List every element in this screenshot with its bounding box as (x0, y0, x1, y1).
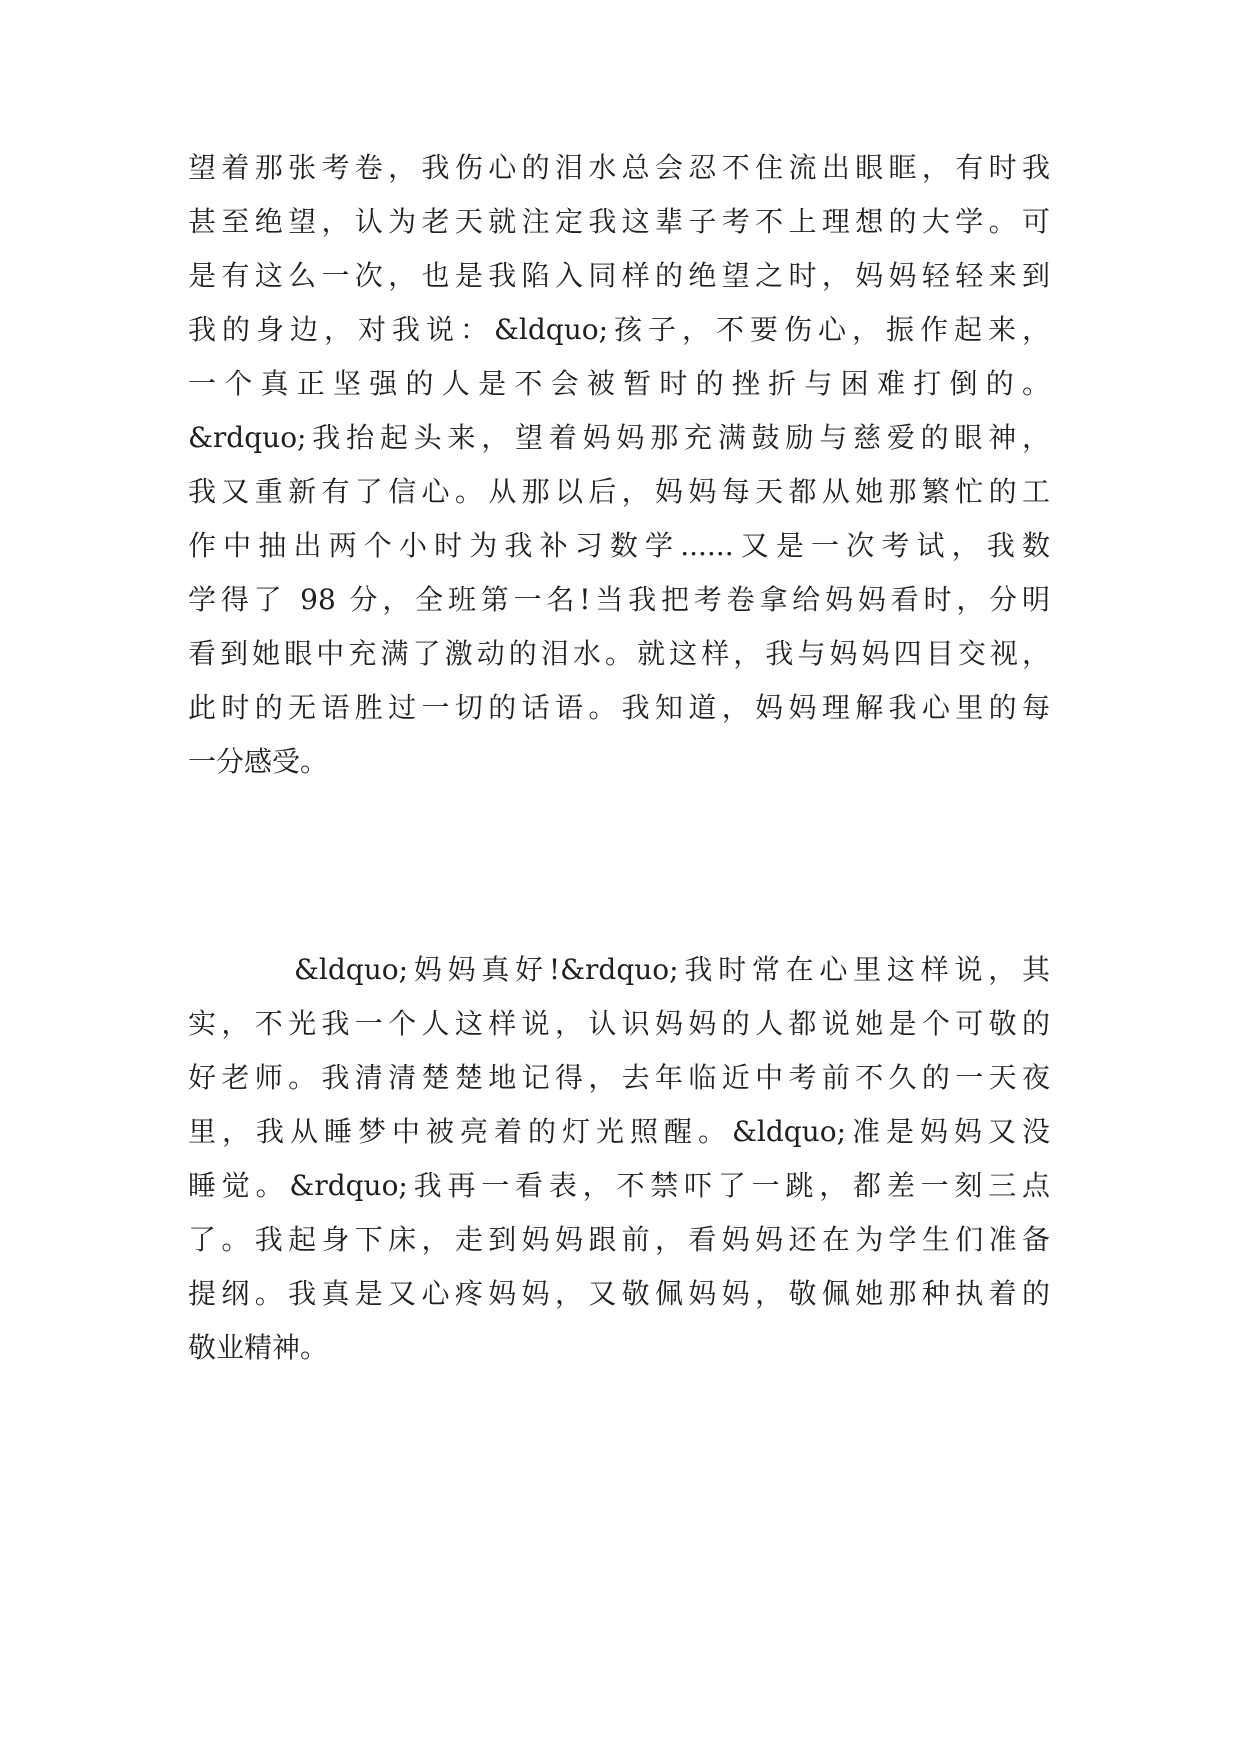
text-line: &ldquo;妈妈真好!&rdquo;我时常在心里这样说，其 (294, 953, 1050, 986)
text-line: 此时的无语胜过一切的话语。我知道，妈妈理解我心里的每 (188, 691, 1050, 724)
text-line: 睡觉。&rdquo;我再一看表，不禁吓了一跳，都差一刻三点 (188, 1169, 1050, 1202)
text-line: 实，不光我一个人这样说，认识妈妈的人都说她是个可敬的 (188, 1007, 1050, 1040)
text-line: &rdquo;我抬起头来，望着妈妈那充满鼓励与慈爱的眼神， (188, 421, 1050, 454)
text-line: 一分感受。 (188, 745, 329, 778)
text-line: 学得了 98 分，全班第一名!当我把考卷拿给妈妈看时，分明 (188, 583, 1050, 616)
text-line: 是有这么一次，也是我陷入同样的绝望之时，妈妈轻轻来到 (188, 259, 1050, 292)
text-line: 看到她眼中充满了激动的泪水。就这样，我与妈妈四目交视， (188, 637, 1050, 670)
text-line: 好老师。我清清楚楚地记得，去年临近中考前不久的一天夜 (188, 1061, 1050, 1094)
text-line: 望着那张考卷，我伤心的泪水总会忍不住流出眼眶，有时我 (188, 151, 1050, 184)
text-line: 敬业精神。 (188, 1331, 329, 1364)
text-line: 作中抽出两个小时为我补习数学......又是一次考试，我数 (188, 529, 1050, 562)
text-line: 里，我从睡梦中被亮着的灯光照醒。&ldquo;准是妈妈又没 (188, 1115, 1050, 1148)
text-line: 甚至绝望，认为老天就注定我这辈子考不上理想的大学。可 (188, 205, 1050, 238)
text-line: 我又重新有了信心。从那以后，妈妈每天都从她那繁忙的工 (188, 475, 1050, 508)
text-line: 了。我起身下床，走到妈妈跟前，看妈妈还在为学生们准备 (188, 1223, 1050, 1256)
text-line: 我的身边，对我说：&ldquo;孩子，不要伤心，振作起来， (188, 313, 1050, 346)
text-line: 提纲。我真是又心疼妈妈，又敬佩妈妈，敬佩她那种执着的 (188, 1277, 1050, 1310)
text-line: 一个真正坚强的人是不会被暂时的挫折与困难打倒的。 (188, 367, 1050, 400)
